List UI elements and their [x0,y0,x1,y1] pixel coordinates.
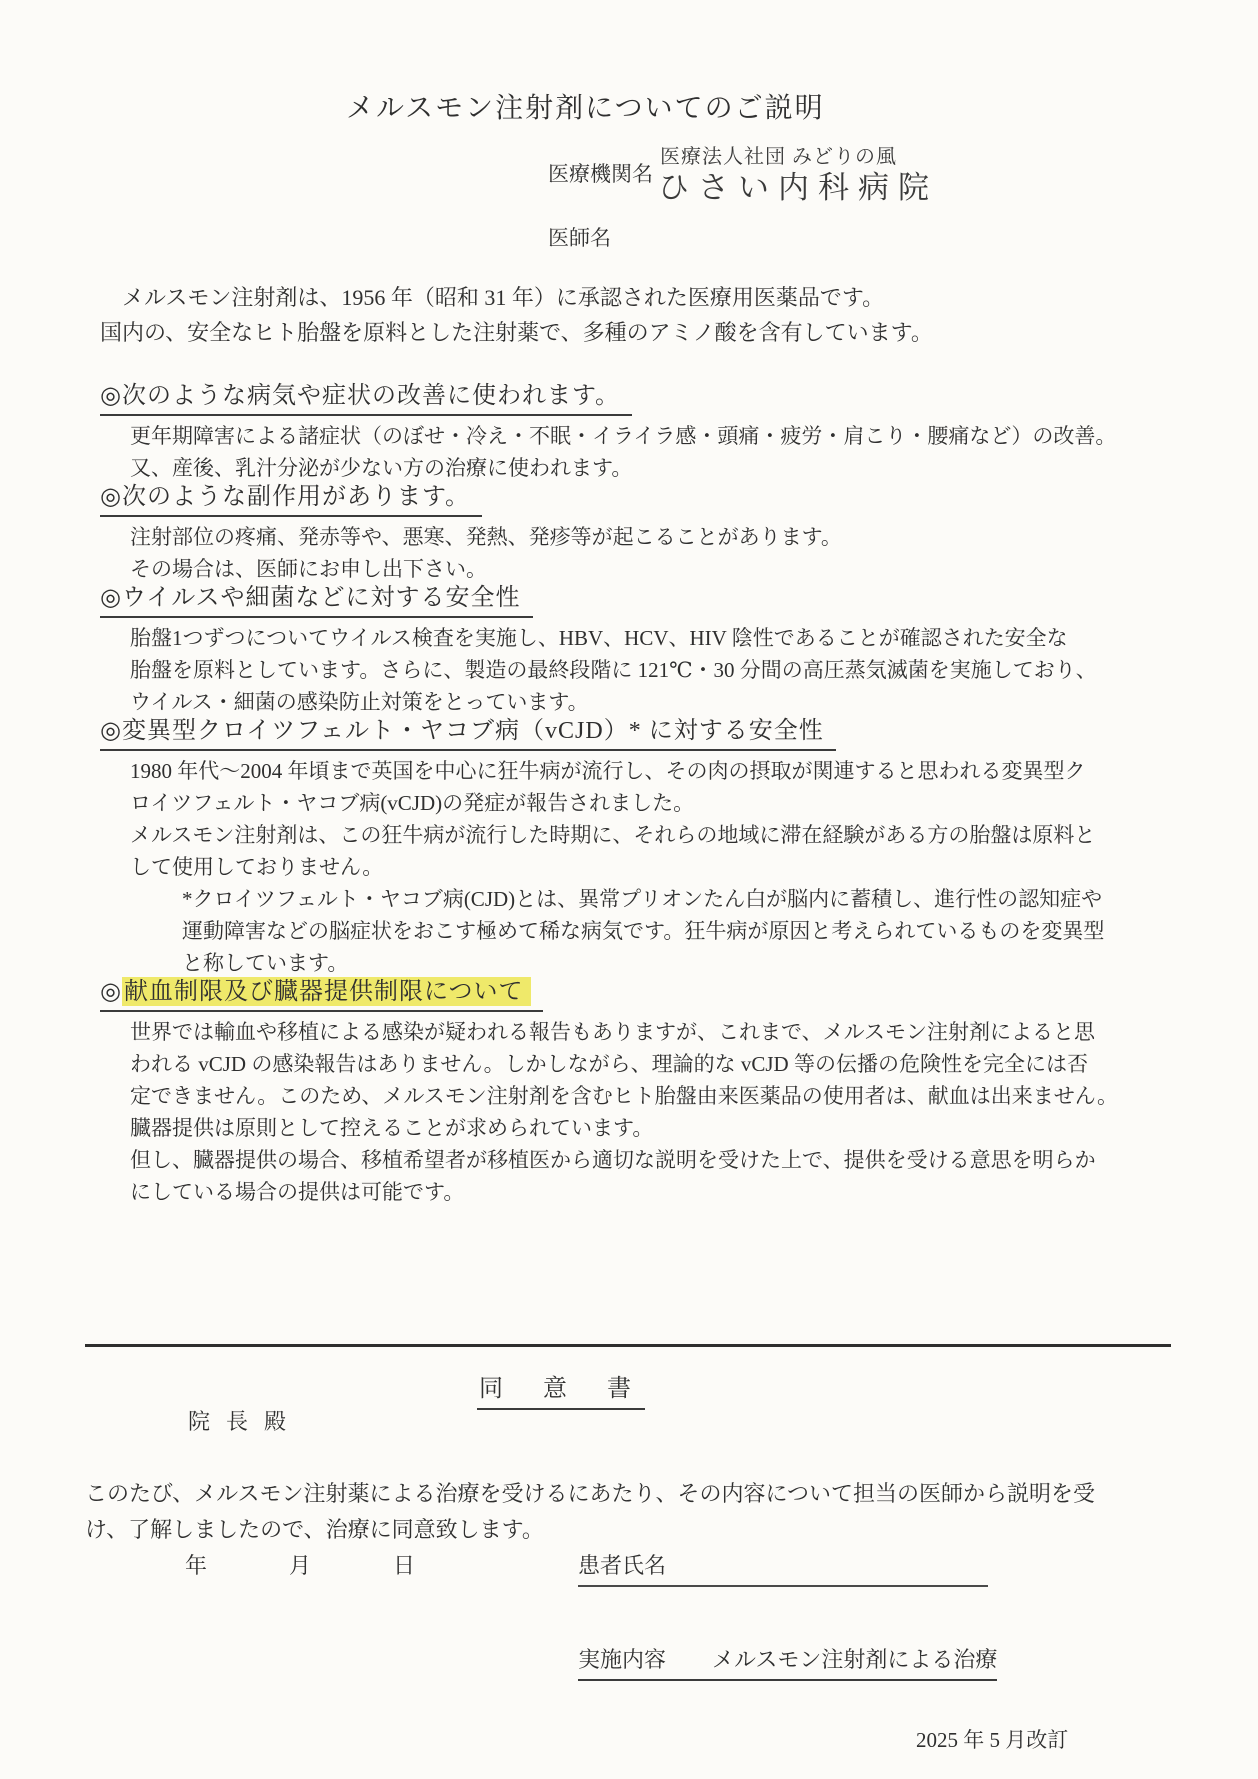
note-line: *クロイツフェルト・ヤコブ病(CJD)とは、異常プリオンたん白が脳内に蓄積し、進行性の認知症や [182,887,1103,911]
intro-line: 国内の、安全なヒト胎盤を原料とした注射薬で、多種のアミノ酸を含有しています。 [100,320,933,345]
section-heading-text: ウイルスや細菌などに対する安全性 [121,585,521,611]
body-line: 定できません。このため、メルスモン注射剤を含むヒト胎盤由来医薬品の使用者は、献血は出来ません。 [130,1084,1119,1108]
body-line: 又、産後、乳汁分泌が少ない方の治療に使われます。 [130,456,633,480]
body-line: 注射部位の疼痛、発赤等や、悪寒、発熱、発疹等が起こることがあります。 [130,525,842,549]
section-heading-text: 次のような副作用があります。 [121,484,471,510]
highlighted-heading-text: 献血制限及び臓器提供制限について [122,977,532,1006]
body-line: 更年期障害による諸症状（のぼせ・冷え・不眠・イライラ感・頭痛・疲労・肩こり・腰痛など）の改善。 [130,424,1117,448]
body-line: その場合は、医師にお申し出下さい。 [130,557,487,581]
section-body [100,622,1178,718]
horizontal-divider [85,1344,1171,1347]
section-body [100,420,1178,484]
section-heading [100,974,1178,1012]
body-line: ロイツフェルト・ヤコブ病(vCJD)の発症が報告されました。 [130,791,695,815]
bullet-mark: ◎ [100,383,122,409]
section-indications [100,378,1178,484]
bullet-mark: ◎ [100,979,122,1005]
note-line: 運動障害などの脳症状をおこす極めて稀な病気です。狂牛病が原因と考えられているものを変異型 [182,919,1105,943]
note-line: と称しています。 [182,951,349,975]
section-heading [100,713,1178,751]
bullet-mark: ◎ [100,484,122,510]
section-body [100,1016,1178,1208]
patient-name-signature-line [666,1572,988,1573]
consent-statement [85,1476,1170,1548]
page-title: メルスモン注射剤についてのご説明 [346,93,825,124]
body-line: して使用しておりません。 [130,855,384,879]
intro-line: メルスモン注射剤は、1956 年（昭和 31 年）に承認された医療用医薬品です。 [122,285,885,310]
body-line: メルスモン注射剤は、この狂牛病が流行した時期に、それらの地域に滞在経験がある方の胎盤は原料と [130,823,1096,847]
body-line: 臓器提供は原則として控えることが求められています。 [130,1116,654,1140]
implementation-field [578,1643,997,1681]
section-heading-text: 変異型クロイツフェルト・ヤコブ病（vCJD）* に対する安全性 [121,718,824,744]
section-heading [100,479,1178,517]
section-heading [100,580,1178,618]
body-line: 1980 年代～2004 年頃まで英国を中心に狂牛病が流行し、その肉の摂取が関連すると思われる変異型ク [130,759,1086,783]
section-heading-text: 次のような病気や症状の改善に使われます。 [121,383,621,409]
institution-corporate-name: 医療法人社団 みどりの風 [660,146,897,168]
section-vcjd-safety [100,713,1178,979]
bullet-mark: ◎ [100,585,122,611]
cjd-footnote [130,883,1178,979]
doctor-name-label: 医師名 [548,226,611,250]
consent-line: このたび、メルスモン注射薬による治療を受けるにあたり、その内容について担当の医師から説明を受 [85,1481,1096,1506]
body-line: にしている場合の提供は可能です。 [130,1180,465,1204]
patient-name-field [578,1549,988,1587]
consent-addressee: 院長殿 [188,1409,303,1434]
intro-paragraph [100,280,1175,350]
body-line: 胎盤を原料としています。さらに、製造の最終段階に 121℃・30 分間の高圧蒸気滅菌を実施しており、 [130,658,1097,682]
section-body [100,521,1178,585]
consent-form-title: 同 意 書 [477,1368,645,1410]
implementation-label: 実施内容 [578,1647,667,1672]
section-side-effects [100,479,1178,585]
body-line: 世界では輸血や移植による感染が疑われる報告もありますが、これまで、メルスモン注射剤によると思 [130,1020,1095,1044]
document-sections [100,378,1178,1208]
implementation-gap [666,1666,712,1667]
patient-name-label: 患者氏名 [578,1553,667,1578]
consent-line: け、了解しましたので、治療に同意致します。 [85,1517,544,1542]
institution-hospital-name: ひさい内科病院 [658,170,938,205]
bullet-mark: ◎ [100,718,122,744]
revision-date: 2025 年 5 月改訂 [916,1728,1069,1752]
section-heading [100,378,1178,416]
section-virus-safety [100,580,1178,718]
body-line: われる vCJD の感染報告はありません。しかしながら、理論的な vCJD 等の伝播の危険性を完全には否 [130,1052,1088,1076]
body-line: 胎盤1つずつについてウイルス検査を実施し、HBV、HCV、HIV 陰性であることが確認された安全な [130,626,1068,650]
institution-name-label: 医療機関名 [548,162,653,186]
body-line: ウイルス・細菌の感染防止対策をとっています。 [130,690,589,714]
date-fill-in: 年 月 日 [185,1553,446,1578]
section-body [100,755,1178,979]
body-line: 但し、臓器提供の場合、移植希望者が移植医から適切な説明を受けた上で、提供を受ける意思を明らか [130,1148,1096,1172]
implementation-value: メルスモン注射剤による治療 [712,1647,998,1672]
section-donation-restrictions [100,974,1178,1208]
